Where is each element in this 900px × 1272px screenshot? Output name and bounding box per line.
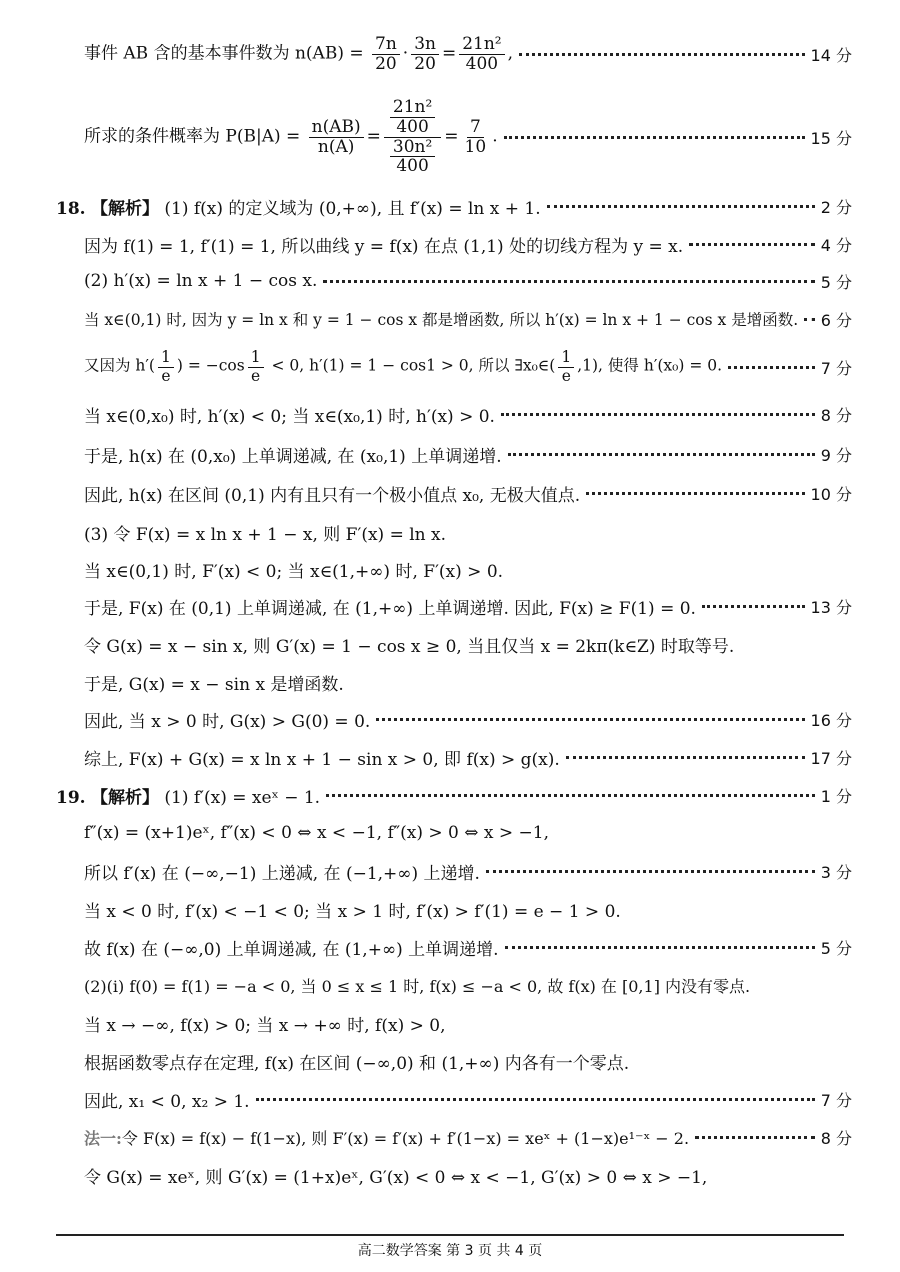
score-label: 5 分 [820,938,852,958]
leader-dots [505,946,815,949]
leader-dots [695,1136,815,1139]
q19-line-8: 因此, x₁ < 0, x₂ > 1. 7 分 [84,1083,852,1115]
q17-line1-prefix: 事件 AB 含的基本事件数为 n(AB) = [84,43,370,64]
leader-dots [504,136,805,139]
q18-line-8: (3) 令 F(x) = x ln x + 1 − x, 则 F′(x) = ln x. [84,524,447,545]
q17-line2-prefix: 所求的条件概率为 P(B|A) = [84,126,306,147]
score-label: 1 分 [820,786,852,806]
score-label: 16 分 [810,710,852,730]
score-label: 14 分 [810,45,852,65]
page-footer: 高二数学答案 第 3 页 共 4 页 [357,1243,543,1259]
q19-line-2: 所以 f′(x) 在 (−∞,−1) 上递减, 在 (−1,+∞) 上递增. 3 分 [84,855,852,887]
q19-line-7: 根据函数零点存在定理, f(x) 在区间 (−∞,0) 和 (1,+∞) 内各有一个零点. [84,1053,630,1074]
q18-line-6: 于是, h(x) 在 (0,x₀) 上单调递减, 在 (x₀,1) 上单调递增. 9 分 [84,438,852,470]
analysis-tag: 【解析】 [90,198,159,219]
q18-line-14: 综上, F(x) + G(x) = x ln x + 1 − sin x > 0, 即 f(x) > g(x). 17 分 [84,741,852,773]
question-number: 19. [56,787,86,808]
leader-dots [804,318,815,321]
score-label: 4 分 [820,235,852,255]
score-label: 10 分 [810,484,852,504]
score-label: 15 分 [810,128,852,148]
method-label: 法一: [84,1128,122,1148]
score-label: 13 分 [810,597,852,617]
leader-dots [501,413,815,416]
q18-line-2: (2) h′(x) = ln x + 1 − cos x. 5 分 [84,271,852,292]
q19-line-1: f″(x) = (x+1)eˣ, f″(x) < 0 ⇔ x < −1, f″(x) > 0 ⇔ x > −1, [84,823,549,843]
q19-line-10: 令 G(x) = xeˣ, 则 G′(x) = (1+x)eˣ, G′(x) < 0 ⇔ x < −1, G′(x) > 0 ⇔ x > −1, [84,1167,708,1188]
score-label: 5 分 [820,272,852,292]
leader-dots [326,794,815,797]
q17-line-2: 所求的条件概率为 P(B|A) = $\frac{n(AB)}{n(A)}$ = $\frac{\frac{\text{21n²}}{400}}{\frac{\text{30n²}}{400}}$ = $\frac{7}{10}$ . 15 分 [84,98,852,176]
leader-dots [728,366,815,369]
score-label: 3 分 [820,862,852,882]
score-label: 17 分 [810,748,852,768]
fraction: $\frac{7n}{20}$ [372,35,400,73]
q18-line-3: 当 x∈(0,1) 时, 因为 y = ln x 和 y = 1 − cos x 都是增函数, 所以 h′(x) = ln x + 1 − cos x 是增函数. 6 分 [84,303,852,335]
q18-line-9: 当 x∈(0,1) 时, F′(x) < 0; 当 x∈(1,+∞) 时, F′(x) > 0. [84,561,504,582]
compound-fraction: $\frac{\frac{\text{21n²}}{400}}{\frac{\text{30n²}}{400}}$ [384,98,441,176]
leader-dots [519,53,805,56]
question-number: 18. [56,198,86,219]
score-label: 6 分 [820,310,852,330]
score-label: 8 分 [820,1128,852,1148]
q18-line-0: 18. 【解析】 (1) f(x) 的定义域为 (0,+∞), 且 f′(x) = ln x + 1. 2 分 [56,190,852,222]
q19-line-4: 故 f(x) 在 (−∞,0) 上单调递减, 在 (1,+∞) 上单调递增. 5 分 [84,931,852,963]
score-label: 9 分 [820,445,852,465]
q19-line-3: 当 x < 0 时, f′(x) < −1 < 0; 当 x > 1 时, f′(x) > f′(1) = e − 1 > 0. [84,901,621,922]
leader-dots [586,492,804,495]
footer-divider [56,1234,844,1236]
fraction: $\frac{7}{10}$ [464,116,487,157]
score-label: 8 分 [820,405,852,425]
q18-line-13: 因此, 当 x > 0 时, G(x) > G(0) = 0. 16 分 [84,703,852,735]
fraction: $\frac{1}{e}$ [158,349,174,384]
q19-line-0: 19. 【解析】 (1) f′(x) = xeˣ − 1. 1 分 [56,779,852,811]
q17-line-1: 事件 AB 含的基本事件数为 n(AB) = $\frac{7n}{20}$ · $\frac{3n}{20}$ = $\frac{\text{21n²}}{400}$ , 14 分 [84,34,852,74]
fraction: $\frac{n(AB)}{n(A)}$ [309,118,364,156]
score-label: 7 分 [820,358,852,378]
leader-dots [376,718,804,721]
leader-dots [689,243,815,246]
leader-dots [323,280,814,283]
analysis-tag: 【解析】 [90,787,159,808]
score-label: 7 分 [820,1090,852,1110]
leader-dots [256,1098,815,1101]
q18-line-11: 令 G(x) = x − sin x, 则 G′(x) = 1 − cos x ≥ 0, 当且仅当 x = 2kπ(k∈Z) 时取等号. [84,636,735,657]
leader-dots [702,605,805,608]
q18-line-1: 因为 f(1) = 1, f′(1) = 1, 所以曲线 y = f(x) 在点 (1,1) 处的切线方程为 y = x. 4 分 [84,228,852,260]
fraction: $\frac{\text{21n²}}{400}$ [459,35,504,73]
q18-line-12: 于是, G(x) = x − sin x 是增函数. [84,674,344,695]
q19-line-9: 法一:令 F(x) = f(x) − f(1−x), 则 F′(x) = f′(x) + f′(1−x) = xeˣ + (1−x)e¹⁻ˣ − 2. 8 分 [84,1121,852,1153]
fraction: $\frac{3n}{20}$ [411,35,439,73]
q19-line-6: 当 x → −∞, f(x) > 0; 当 x → +∞ 时, f(x) > 0, [84,1015,446,1036]
q19-line-5: (2)(ⅰ) f(0) = f(1) = −a < 0, 当 0 ≤ x ≤ 1 时, f(x) ≤ −a < 0, 故 f(x) 在 [0,1] 内没有零点. [84,976,751,996]
q18-line-5: 当 x∈(0,x₀) 时, h′(x) < 0; 当 x∈(x₀,1) 时, h′(x) > 0. 8 分 [84,398,852,430]
q18-line-10: 于是, F(x) 在 (0,1) 上单调递减, 在 (1,+∞) 上单调递增. 因此, F(x) ≥ F(1) = 0. 13 分 [84,590,852,622]
fraction: $\frac{1}{e}$ [558,349,574,384]
leader-dots [566,756,805,759]
leader-dots [508,453,815,456]
score-label: 2 分 [820,197,852,217]
q18-line-7: 因此, h(x) 在区间 (0,1) 内有且只有一个极小值点 x₀, 无极大值点. 10 分 [84,477,852,509]
leader-dots [486,870,815,873]
leader-dots [547,205,815,208]
fraction: $\frac{1}{e}$ [248,349,264,384]
q18-line-4: 又因为 h′( $\frac{1}{e}$ ) = −cos $\frac{1}{e}$ < 0, h′(1) = 1 − cos1 > 0, 所以 ∃x₀∈( $\frac{1}{e}$ ,1), 使得 h′(x₀) = 0. 7 分 [84,349,852,385]
